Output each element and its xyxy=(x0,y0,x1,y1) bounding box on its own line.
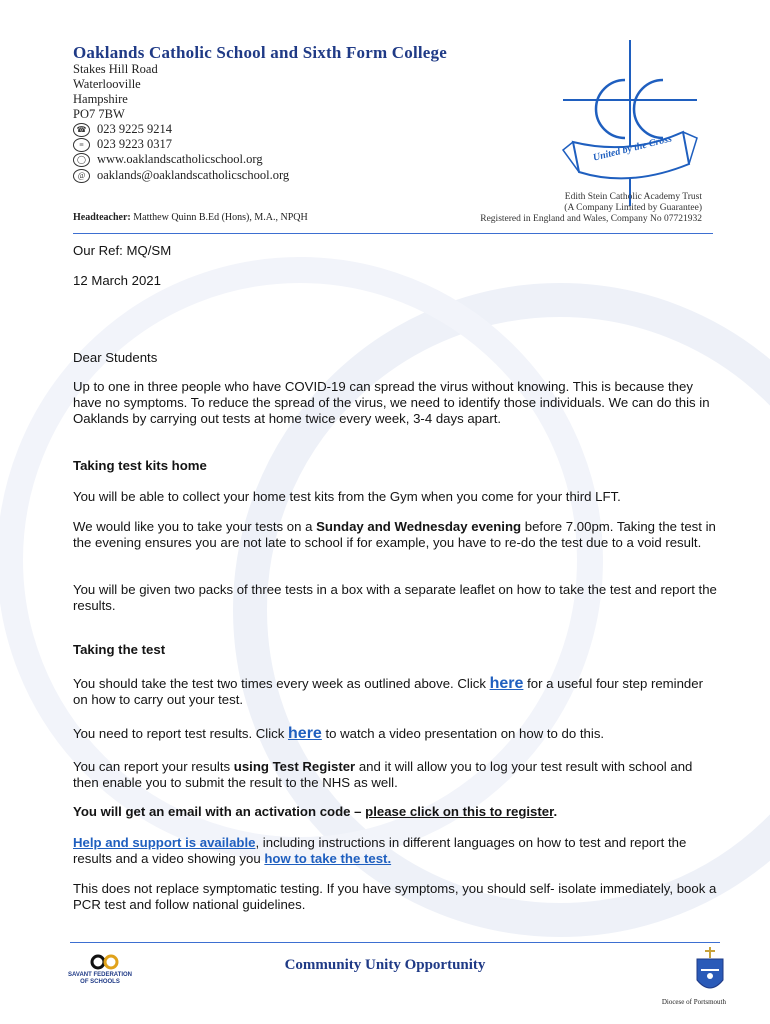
website-link[interactable]: www.oaklandscatholicschool.org xyxy=(97,152,263,166)
how-to-test-link[interactable]: how to take the test. xyxy=(264,851,392,866)
paragraph-symptomatic: This does not replace symptomatic testing. If you have symptoms, you should self- isolate immediately, book a PCR test and follow national guidelines. xyxy=(73,881,717,912)
bold-text: Sunday and Wednesday evening xyxy=(316,519,522,534)
text: and it will allow you to log your test result with school and then enable you to submit the result to the NHS as well. xyxy=(73,759,693,790)
paragraph-packs: You will be given two packs of three tests in a box with a separate leaflet on how to take the test and report the results. xyxy=(73,582,717,613)
paragraph-four-step xyxy=(73,676,718,708)
paragraph-help xyxy=(73,835,718,867)
federation-name xyxy=(55,972,145,986)
paragraph-test-days xyxy=(73,519,718,551)
reference: Our Ref: MQ/SM xyxy=(73,243,172,258)
text: You will get an email with an activation code – xyxy=(73,804,366,819)
text: We would like you to take your tests on a xyxy=(73,519,317,534)
address-line: Stakes Hill Road xyxy=(73,62,158,76)
federation-title: SAVANT FEDERATION xyxy=(68,972,132,978)
address-line: Hampshire xyxy=(73,92,128,106)
four-step-link[interactable]: here xyxy=(489,675,524,692)
logo-ribbon-text: United by the Cross xyxy=(591,133,674,164)
text: You should take the test two times every week as outlined above. Click xyxy=(73,676,490,691)
text: You need to report test results. Click xyxy=(73,726,289,741)
email-row xyxy=(73,168,289,183)
phone-row xyxy=(73,122,172,137)
phone-icon: ☎ xyxy=(73,123,90,137)
school-logo xyxy=(555,38,705,208)
federation-logo xyxy=(87,954,123,970)
salutation: Dear Students xyxy=(73,350,158,365)
headteacher-label: Headteacher: xyxy=(73,212,131,223)
address-line: Waterlooville xyxy=(73,77,141,91)
text: before 7.00pm. Taking the test in the evening ensures you are not late to school if for example, you have to re-do the test due to a void result. xyxy=(73,519,716,550)
phone-number: 023 9225 9214 xyxy=(97,122,172,136)
fax-row xyxy=(73,137,172,152)
text: for a useful four step reminder on how to carry out your test. xyxy=(73,676,703,707)
address-line: PO7 7BW xyxy=(73,107,125,121)
trust-line: Registered in England and Wales, Company No 07721932 xyxy=(480,214,702,224)
text: You can report your results xyxy=(73,759,234,774)
paragraph-activation xyxy=(73,804,718,820)
bold-text: using Test Register xyxy=(233,759,356,774)
email-link[interactable]: oaklands@oaklandscatholicschool.org xyxy=(97,168,290,182)
header-divider xyxy=(73,233,713,234)
text: to watch a video presentation on how to do this. xyxy=(321,726,605,741)
letter-date: 12 March 2021 xyxy=(73,273,161,288)
footer-motto: Community Unity Opportunity xyxy=(284,957,486,973)
trust-line: Edith Stein Catholic Academy Trust xyxy=(564,192,702,202)
paragraph-report-video xyxy=(73,726,718,742)
diocese-crest xyxy=(693,946,727,998)
trust-line: (A Company Limited by Guarantee) xyxy=(564,203,702,213)
video-link[interactable]: here xyxy=(288,725,322,742)
help-support-link[interactable]: Help and support is available xyxy=(73,835,256,850)
headteacher-line xyxy=(73,212,308,223)
diocese-name: Diocese of Portsmouth xyxy=(661,998,726,1006)
website-row xyxy=(73,152,263,167)
fax-icon: ≡ xyxy=(73,138,90,152)
globe-icon: ◯ xyxy=(73,153,90,167)
section-heading-test-kits: Taking test kits home xyxy=(73,458,207,473)
text: . xyxy=(553,804,558,819)
paragraph-collect-kits: You will be able to collect your home test kits from the Gym when you come for your third LFT. xyxy=(73,489,621,504)
fax-number: 023 9223 0317 xyxy=(97,137,172,151)
intro-paragraph: Up to one in three people who have COVID-19 can spread the virus without knowing. This is because they have no symptoms. To reduce the spread of the virus, we need to identify those individuals. We can do this in Oaklands by carrying out tests at home twice every week, 3-4 days apart. xyxy=(73,379,710,426)
federation-subtitle: OF SCHOOLS xyxy=(80,979,120,985)
school-name: Oaklands Catholic School and Sixth Form College xyxy=(73,43,447,62)
email-icon: @ xyxy=(73,169,90,183)
section-heading-taking-test: Taking the test xyxy=(73,642,166,657)
register-link[interactable]: please click on this to register xyxy=(365,804,554,819)
footer-divider xyxy=(70,942,720,943)
paragraph-test-register xyxy=(73,759,718,791)
headteacher-name: Matthew Quinn B.Ed (Hons), M.A., NPQH xyxy=(133,212,308,223)
text: , including instructions in different languages on how to test and report the results and a video showing you xyxy=(73,835,687,866)
